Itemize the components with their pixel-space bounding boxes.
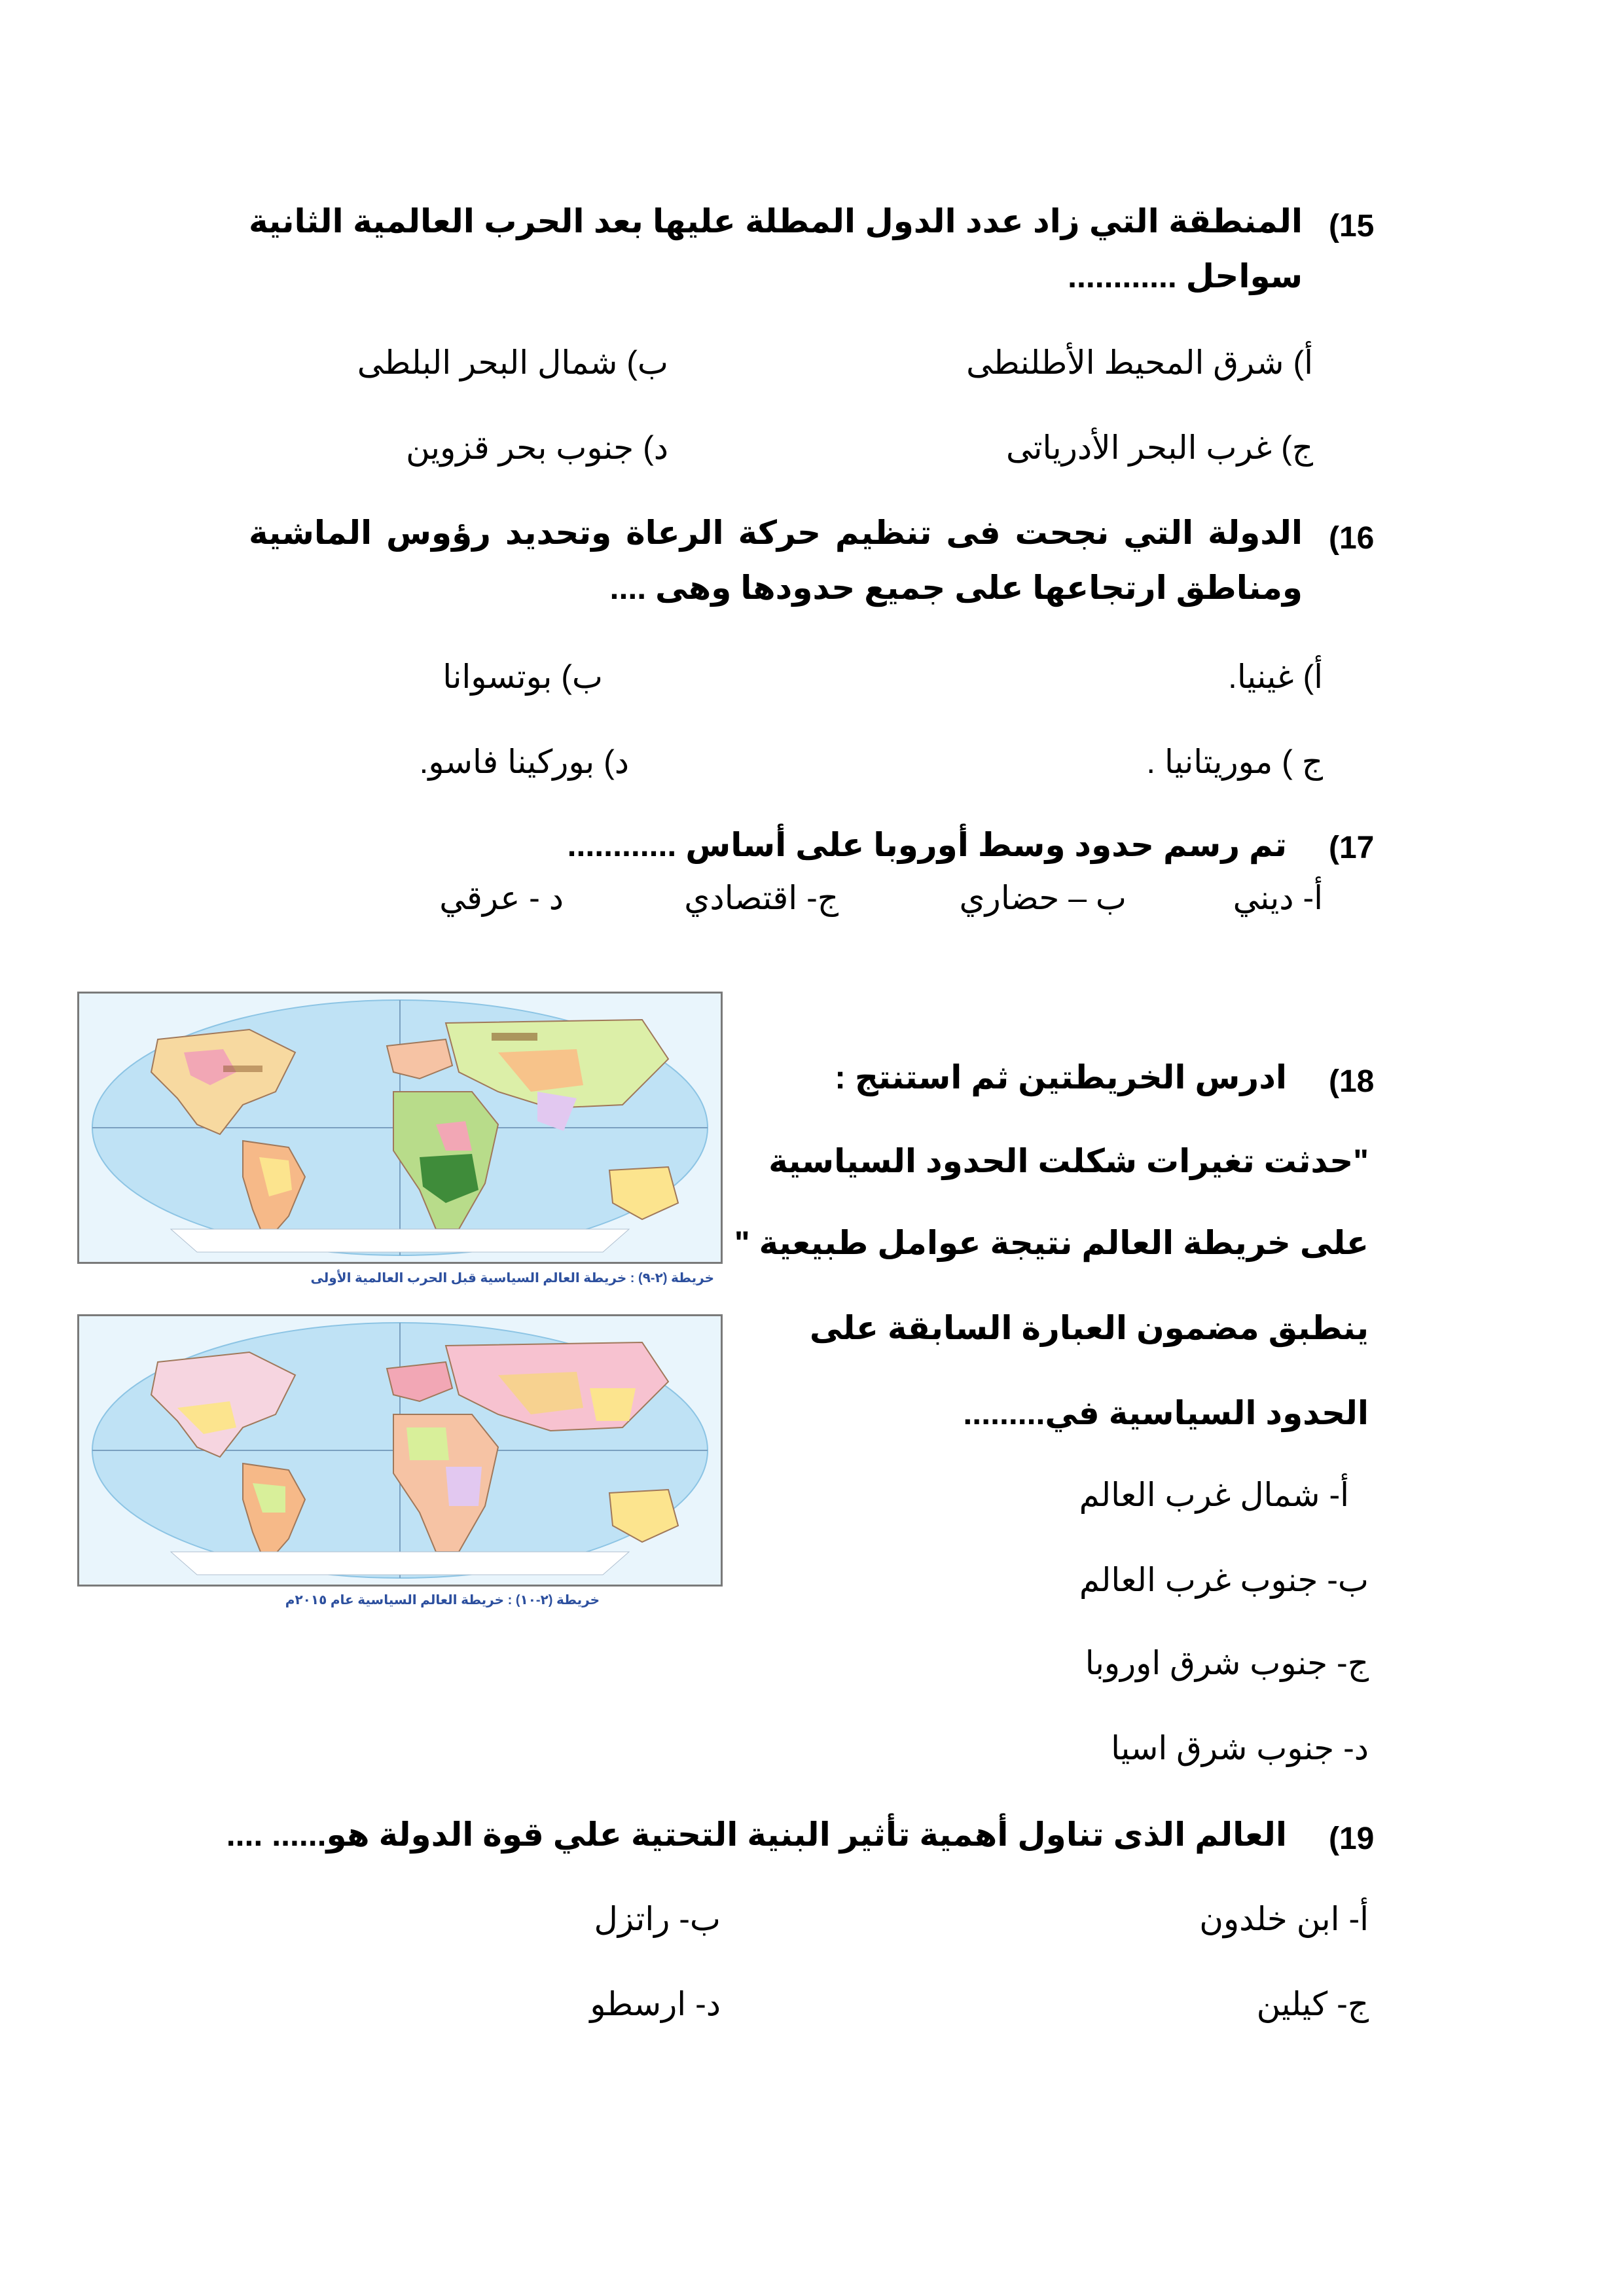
q18-line4: ينطبق مضمون العبارة السابقة على <box>809 1310 1369 1346</box>
q15-number: (15 <box>1329 209 1375 243</box>
q18-line2: "حدثت تغيرات شكلت الحدود السياسية <box>768 1143 1369 1179</box>
q18-option-b[interactable]: ب- جنوب غرب العالم <box>1079 1562 1369 1598</box>
q16-number: (16 <box>1329 521 1375 556</box>
q19-text: العالم الذى تناول أهمية تأثير البنية التحتية علي قوة الدولة هو...... .... <box>226 1816 1287 1853</box>
q15-text: المنطقة التي زاد عدد الدول المطلة عليها بعد الحرب العالمية الثانية سواحل ............ <box>249 203 1303 295</box>
q17-text: تم رسم حدود وسط أوروبا على أساس ............ <box>567 827 1287 863</box>
q16-option-c[interactable]: ج ) موريتانيا . <box>1146 744 1323 780</box>
world-map-before-ww1 <box>77 992 723 1264</box>
q18-option-a[interactable]: أ- شمال غرب العالم <box>1079 1477 1349 1513</box>
q17-option-a[interactable]: أ- ديني <box>1233 880 1323 916</box>
world-map-2015 <box>77 1314 723 1587</box>
q15-option-a[interactable]: أ) شرق المحيط الأطلنطى <box>966 344 1313 381</box>
q16-text: الدولة التي نجحت فى تنظيم حركة الرعاة وتحديد رؤوس الماشية ومناطق ارتجاعها على جميع حدودها وهى .... <box>249 514 1303 606</box>
q18-option-c[interactable]: ج- جنوب شرق اوروبا <box>1085 1645 1369 1681</box>
q18-option-d[interactable]: د- جنوب شرق اسيا <box>1111 1730 1369 1767</box>
map1-caption: خريطة (٢-٩) : خريطة العالم السياسية قبل الحرب العالمية الأولى <box>310 1271 714 1285</box>
q17-option-b[interactable]: ب – حضاري <box>959 880 1127 916</box>
q15-option-c[interactable]: ج) غرب البحر الأدرياتى <box>1005 429 1313 466</box>
q16-option-a[interactable]: أ) غينيا. <box>1228 658 1323 695</box>
q19-option-d[interactable]: د- ارسطو <box>590 1986 721 2022</box>
q19-number: (19 <box>1329 1821 1375 1856</box>
q19-option-a[interactable]: أ- ابن خلدون <box>1199 1901 1369 1937</box>
q17-option-d[interactable]: د - عرقي <box>439 880 564 916</box>
q19-option-c[interactable]: ج- كيلين <box>1256 1986 1369 2022</box>
q18-line3: على خريطة العالم نتيجة عوامل طبيعية " <box>734 1225 1369 1261</box>
map2-caption: خريطة (٢-١٠) : خريطة العالم السياسية عام ٢٠١٥م <box>285 1593 600 1607</box>
q19-option-b[interactable]: ب- راتزل <box>594 1901 721 1937</box>
q15-option-b[interactable]: ب) شمال البحر البلطى <box>357 344 668 381</box>
q18-line1: ادرس الخريطتين ثم استنتج : <box>835 1059 1287 1096</box>
q18-number: (18 <box>1329 1064 1375 1099</box>
q16-option-b[interactable]: ب) بوتسوانا <box>442 658 603 695</box>
q15-option-d[interactable]: د) جنوب بحر قزوين <box>406 429 668 466</box>
q17-option-c[interactable]: ج- اقتصادي <box>684 880 839 916</box>
q16-option-d[interactable]: د) بوركينا فاسو. <box>419 744 629 780</box>
q18-line5: الحدود السياسية في......... <box>963 1395 1369 1431</box>
q17-number: (17 <box>1329 831 1375 865</box>
